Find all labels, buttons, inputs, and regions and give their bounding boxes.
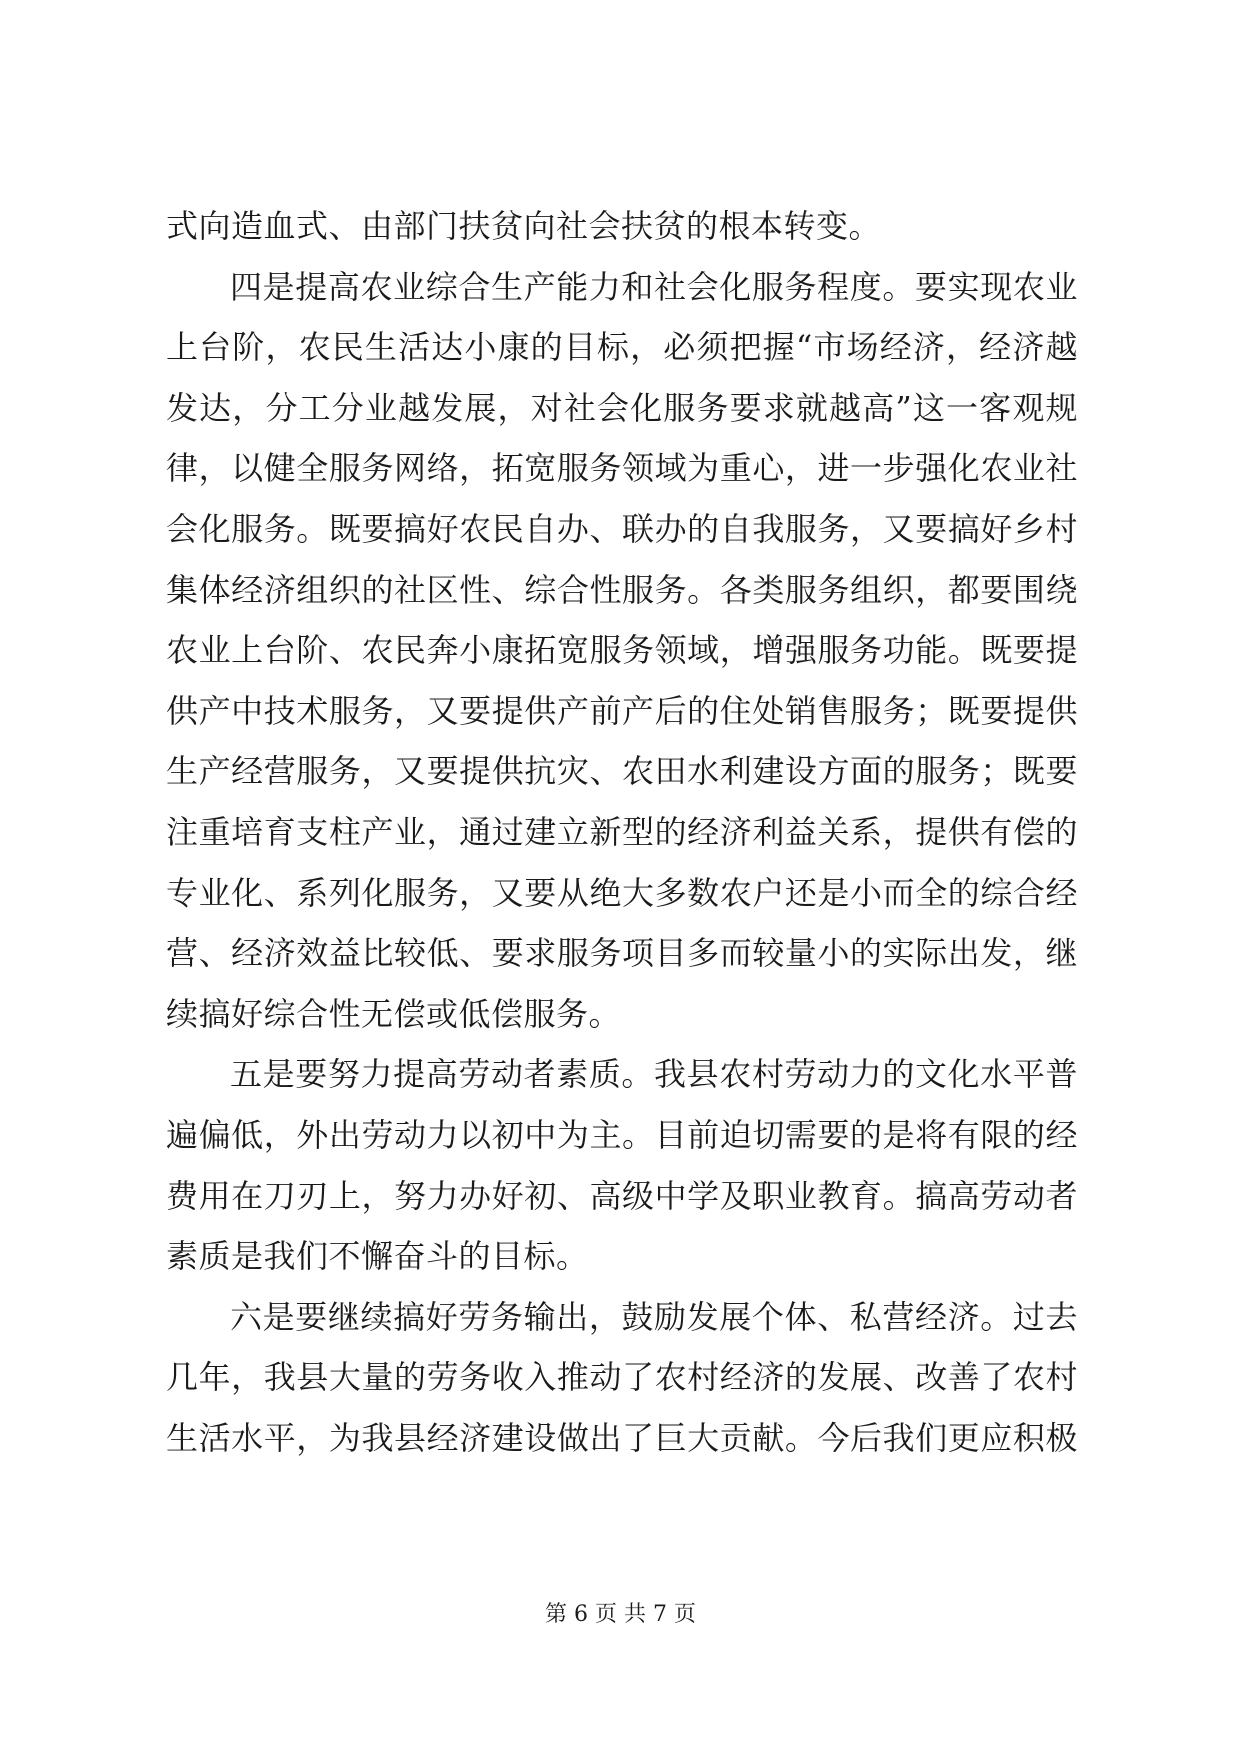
paragraph-start-line: 四是提高农业综合生产能力和社会化服务程度。要实现农业 <box>230 267 1078 306</box>
text-line: 式向造血式、由部门扶贫向社会扶贫的根本转变。 <box>166 207 882 245</box>
text-line: 集体经济组织的社区性、综合性服务。各类服务组织，都要围绕 <box>166 570 1078 609</box>
page-footer <box>0 1600 1241 1630</box>
paragraph-start-line: 六是要继续搞好劳务输出，鼓励发展个体、私营经济。过去 <box>230 1297 1078 1336</box>
text-line: 会化服务。既要搞好农民自办、联办的自我服务，又要搞好乡村 <box>166 509 1078 548</box>
paragraph-start-line: 五是要努力提高劳动者素质。我县农村劳动力的文化水平普 <box>230 1055 1078 1094</box>
text-line: 供产中技术服务，又要提供产前产后的住处销售服务；既要提供 <box>166 691 1078 730</box>
text-line: 上台阶，农民生活达小康的目标，必须把握“市场经济，经济越 <box>166 328 1078 367</box>
text-line: 遍偏低，外出劳动力以初中为主。目前迫切需要的是将有限的经 <box>166 1115 1078 1154</box>
text-line: 几年，我县大量的劳务收入推动了农村经济的发展、改善了农村 <box>166 1358 1078 1397</box>
text-line: 律，以健全服务网络，拓宽服务领域为重心，进一步强化农业社 <box>166 449 1078 488</box>
page-number-label: 第 6 页 共 7 页 <box>545 1602 696 1627</box>
text-line: 专业化、系列化服务，又要从绝大多数农户还是小而全的综合经 <box>166 873 1078 912</box>
document-body <box>166 196 1078 1468</box>
text-line: 费用在刀刃上，努力办好初、高级中学及职业教育。搞高劳动者 <box>166 1176 1078 1215</box>
text-line: 素质是我们不懈奋斗的目标。 <box>166 1237 589 1276</box>
text-line: 营、经济效益比较低、要求服务项目多而较量小的实际出发，继 <box>166 934 1078 973</box>
text-line: 发达，分工分业越发展，对社会化服务要求就越高”这一客观规 <box>166 388 1078 427</box>
text-line: 注重培育支柱产业，通过建立新型的经济利益关系，提供有偿的 <box>166 812 1078 851</box>
text-line: 生活水平，为我县经济建设做出了巨大贡献。今后我们更应积极 <box>166 1418 1078 1457</box>
text-line: 农业上台阶、农民奔小康拓宽服务领域，增强服务功能。既要提 <box>166 631 1078 670</box>
text-line: 生产经营服务，又要提供抗灾、农田水利建设方面的服务；既要 <box>166 752 1078 791</box>
text-line: 续搞好综合性无偿或低偿服务。 <box>166 994 622 1033</box>
